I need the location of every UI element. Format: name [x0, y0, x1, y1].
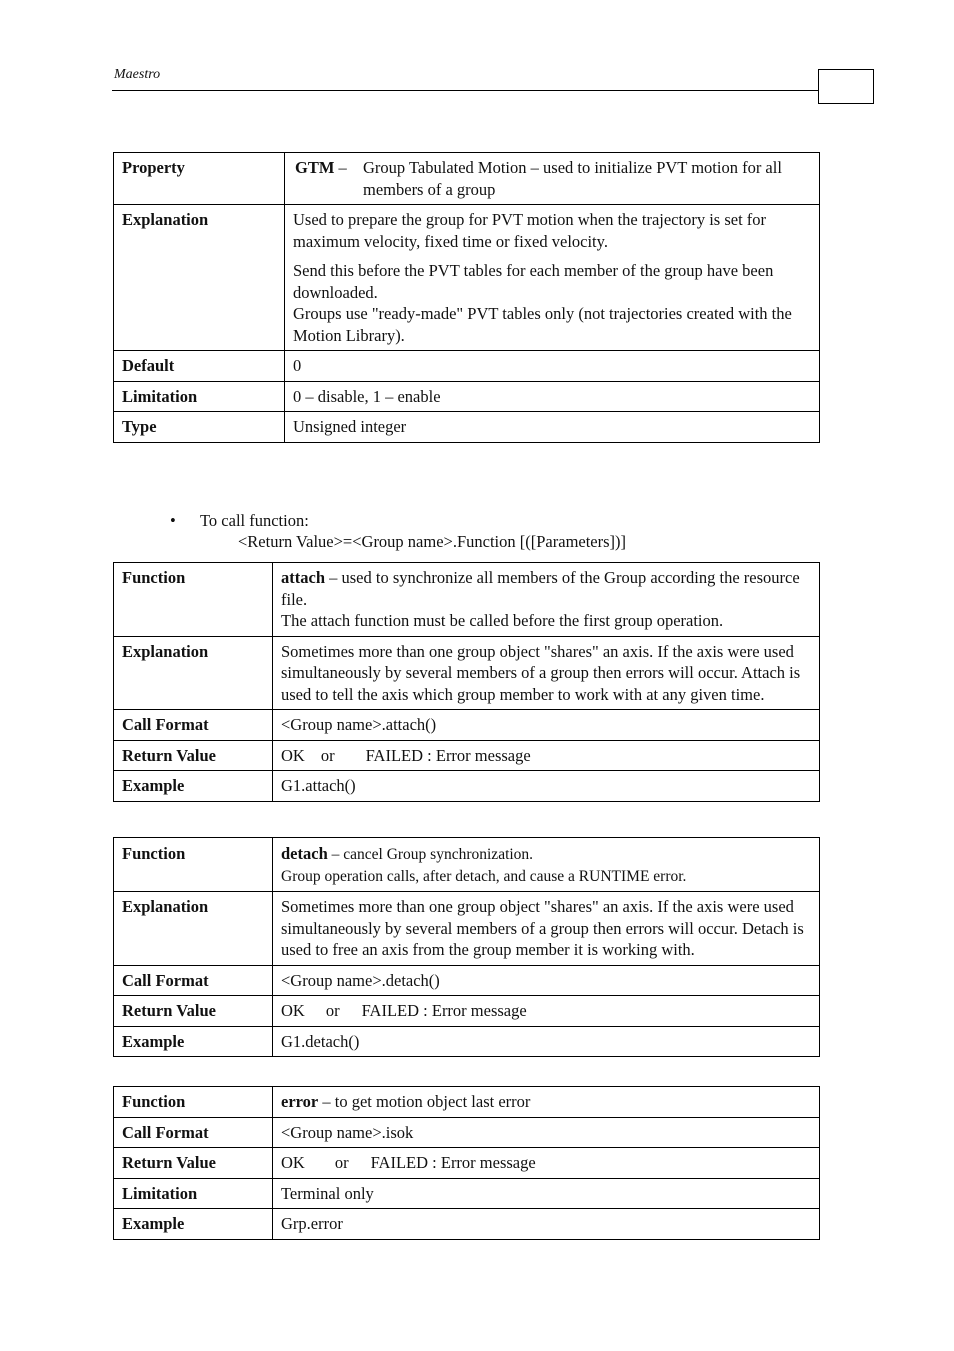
call-format-label: Call Format — [114, 710, 273, 741]
table-row — [114, 563, 820, 637]
table-row — [114, 1026, 820, 1057]
function-label: Function — [114, 838, 273, 892]
function-code: detach — [281, 844, 328, 863]
bullet-dot-icon: • — [170, 511, 176, 530]
explanation-value: Sometimes more than one group object "shares" an axis. If the axis were used simultaneously by several members of a group then errors will occur. Detach is used to free an axis from the group member it is working with. — [273, 892, 820, 966]
detach-function-table — [113, 837, 820, 1057]
error-function-table — [113, 1086, 820, 1240]
table-row — [114, 1117, 820, 1148]
return-ok: OK — [281, 745, 305, 765]
bullet-text: To call function: — [200, 511, 309, 530]
header-rule — [112, 90, 818, 91]
explanation-value: Sometimes more than one group object "shares" an axis. If the axis were used simultaneously by several members of a group then errors will occur. Attach is used to tell the axis which group member to work with at any given time. — [273, 636, 820, 710]
default-label: Default — [114, 351, 285, 382]
running-header-title: Maestro — [114, 67, 161, 82]
explanation-label: Explanation — [114, 636, 273, 710]
function-description: – cancel Group synchronization. — [327, 846, 534, 863]
property-dash: – — [334, 158, 347, 177]
return-value-label: Return Value — [114, 996, 273, 1027]
example-value: G1.detach() — [273, 1026, 820, 1057]
property-label: Property — [114, 153, 285, 205]
explanation-paragraph: Used to prepare the group for PVT motion when the trajectory is set for maximum velocity, fixed time or fixed velocity. — [293, 210, 767, 251]
call-format-label: Call Format — [114, 965, 273, 996]
function-description: – used to synchronize all members of the Group according the resource file. — [281, 568, 800, 609]
table-row — [114, 381, 820, 412]
function-note: Group operation calls, after detach, and cause a RUNTIME error. — [281, 867, 687, 885]
type-value: Unsigned integer — [285, 412, 820, 443]
table-row — [114, 412, 820, 443]
example-label: Example — [114, 1209, 273, 1240]
table-row — [114, 740, 820, 771]
limitation-value: 0 – disable, 1 – enable — [285, 381, 820, 412]
example-value: G1.attach() — [273, 771, 820, 802]
call-format-value: <Group name>.detach() — [273, 965, 820, 996]
return-failed: FAILED : Error message — [370, 1153, 536, 1172]
function-label: Function — [114, 1087, 273, 1118]
table-row — [114, 1087, 820, 1118]
table-row — [114, 838, 820, 892]
property-value — [285, 153, 820, 205]
table-row — [114, 153, 820, 205]
function-value — [273, 838, 820, 892]
property-description: Group Tabulated Motion – used to initialize PVT motion for all members of a group — [363, 158, 782, 199]
explanation-paragraph: Send this before the PVT tables for each member of the group have been downloaded. — [293, 261, 774, 302]
page-number-box — [818, 69, 874, 104]
return-or: or — [334, 1153, 349, 1172]
example-label: Example — [114, 771, 273, 802]
table-row — [114, 1178, 820, 1209]
return-value — [273, 1148, 820, 1179]
table-row — [114, 205, 820, 351]
limitation-label: Limitation — [114, 1178, 273, 1209]
call-syntax: <Return Value>=<Group name>.Function [([Parameters])] — [238, 532, 627, 551]
return-failed: FAILED : Error message — [365, 745, 531, 765]
table-row — [114, 965, 820, 996]
table-row — [114, 351, 820, 382]
default-value: 0 — [285, 351, 820, 382]
return-value — [273, 996, 820, 1027]
call-format-value: <Group name>.isok — [273, 1117, 820, 1148]
call-format-label: Call Format — [114, 1117, 273, 1148]
table-row — [114, 771, 820, 802]
table-row — [114, 636, 820, 710]
return-value — [273, 740, 820, 771]
return-ok: OK — [281, 1001, 305, 1020]
table-row — [114, 710, 820, 741]
return-failed: FAILED : Error message — [361, 1001, 527, 1020]
function-value — [273, 1087, 820, 1118]
table-row — [114, 996, 820, 1027]
attach-function-table — [113, 562, 820, 802]
explanation-label: Explanation — [114, 205, 285, 351]
explanation-value — [285, 205, 820, 351]
property-code: GTM — [295, 158, 335, 177]
function-code: attach — [281, 568, 325, 587]
return-ok: OK — [281, 1153, 305, 1172]
gtm-property-table — [113, 152, 820, 443]
limitation-value: Terminal only — [273, 1178, 820, 1209]
function-label: Function — [114, 563, 273, 637]
return-or: or — [320, 745, 335, 765]
explanation-label: Explanation — [114, 892, 273, 966]
function-value — [273, 563, 820, 637]
return-value-label: Return Value — [114, 1148, 273, 1179]
return-or: or — [325, 1001, 340, 1020]
type-label: Type — [114, 412, 285, 443]
example-label: Example — [114, 1026, 273, 1057]
explanation-paragraph: Groups use "ready-made" PVT tables only (not trajectories created with the Motion Library). — [293, 304, 792, 345]
table-row — [114, 1148, 820, 1179]
function-code: error — [281, 1092, 319, 1111]
example-value: Grp.error — [273, 1209, 820, 1240]
table-row — [114, 1209, 820, 1240]
function-note: The attach function must be called before the first group operation. — [281, 611, 724, 630]
table-row — [114, 892, 820, 966]
return-value-label: Return Value — [114, 740, 273, 771]
limitation-label: Limitation — [114, 381, 285, 412]
function-description: – to get motion object last error — [318, 1092, 531, 1111]
call-format-value: <Group name>.attach() — [273, 710, 820, 741]
